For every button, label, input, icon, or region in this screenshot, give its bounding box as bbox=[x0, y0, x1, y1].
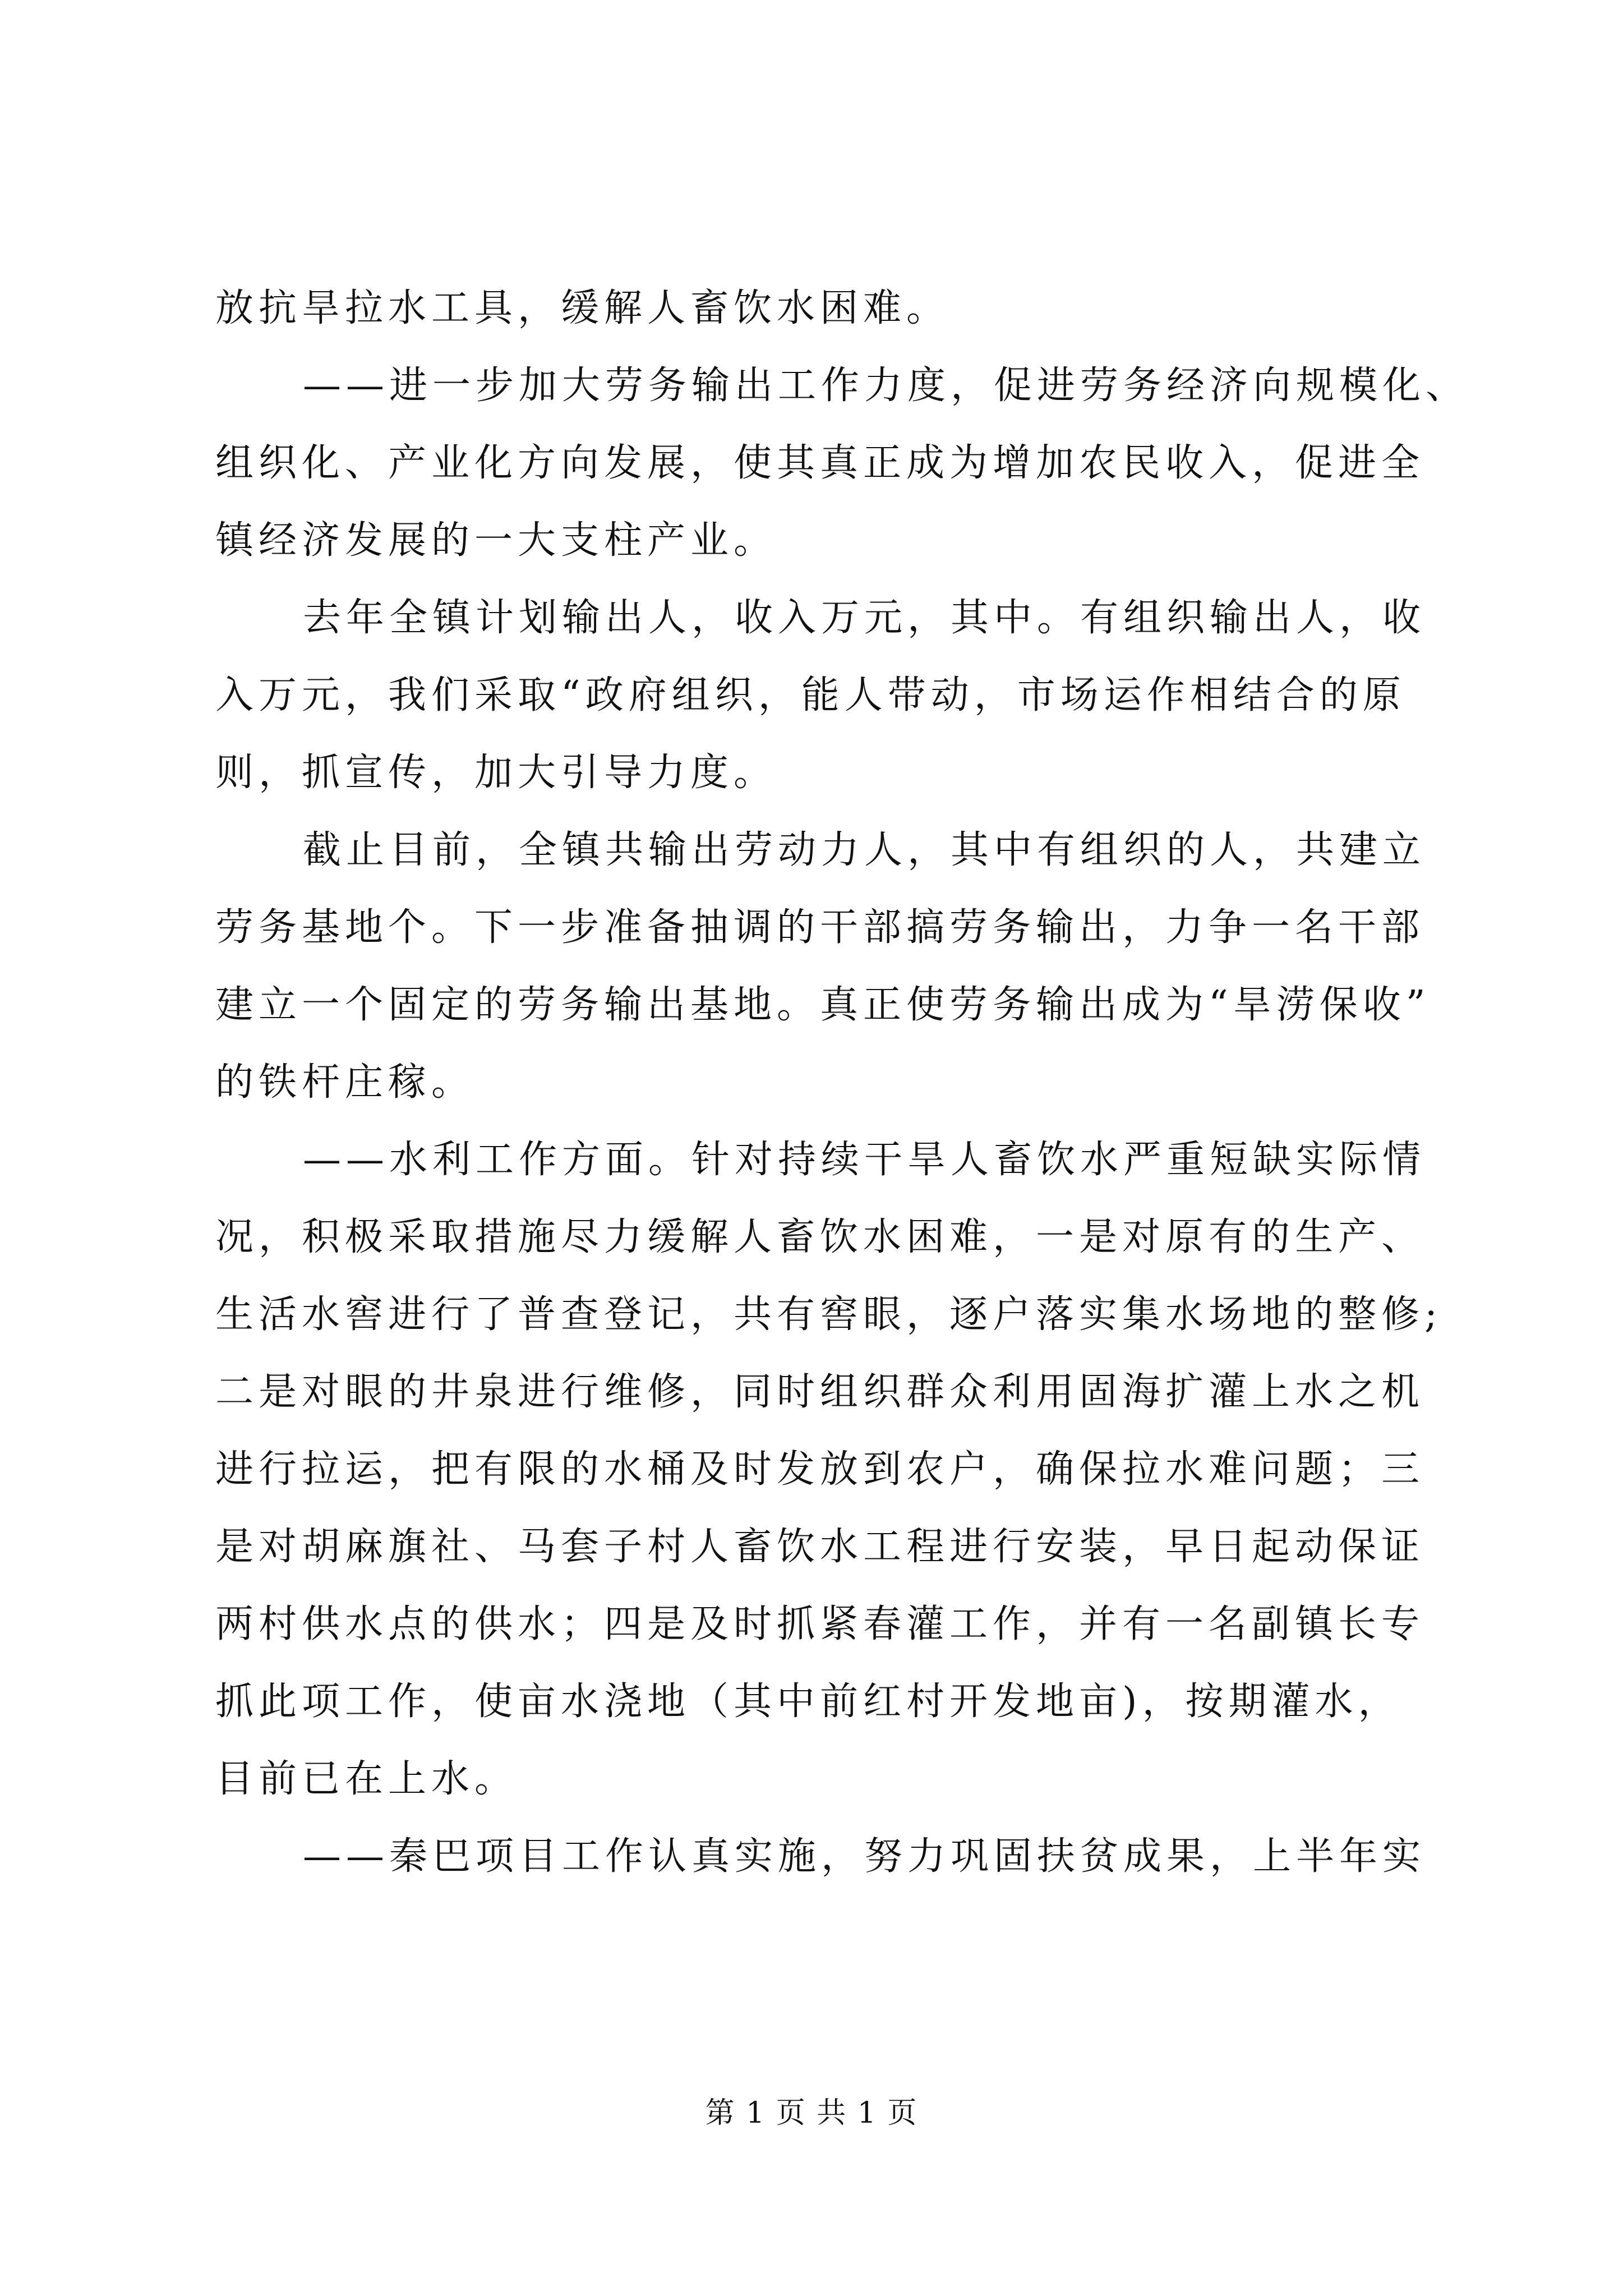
text-line-19: 抓此项工作，使亩水浇地（其中前红村开发地亩)，按期灌水， bbox=[215, 1680, 1401, 1724]
text-line-6: 入万元，我们采取“政府组织，能人带动，市场运作相结合的原 bbox=[215, 673, 1406, 717]
text-line-17: 是对胡麻旗社、马套子村人畜饮水工程进行安装，早日起动保证 bbox=[215, 1525, 1425, 1569]
text-line-16: 进行拉运，把有限的水桶及时发放到农户，确保拉水难问题；三 bbox=[215, 1447, 1425, 1492]
text-line-7: 则，抓宣传，加大引导力度。 bbox=[215, 751, 777, 795]
text-line-11: 的铁杆庄稼。 bbox=[215, 1060, 475, 1105]
text-line-8: 截止目前，全镇共输出劳动力人，其中有组织的人，共建立 bbox=[303, 828, 1426, 872]
text-line-14: 生活水窖进行了普查登记，共有窖眼，逐户落实集水场地的整修; bbox=[215, 1292, 1442, 1337]
text-line-12: ——水利工作方面。针对持续干旱人畜饮水严重短缺实际情 bbox=[303, 1138, 1426, 1182]
text-line-15: 二是对眼的井泉进行维修，同时组织群众利用固海扩灌上水之机 bbox=[215, 1370, 1425, 1414]
text-line-9: 劳务基地个。下一步准备抽调的干部搞劳务输出，力争一名干部 bbox=[215, 905, 1425, 950]
text-line-21: ——秦巴项目工作认真实施，努力巩固扶贫成果，上半年实 bbox=[303, 1834, 1426, 1879]
text-line-4: 镇经济发展的一大支柱产业。 bbox=[215, 518, 777, 563]
page-footer: 第 1 页 共 1 页 bbox=[705, 2096, 918, 2130]
text-line-1: 放抗旱拉水工具，缓解人畜饮水困难。 bbox=[215, 286, 950, 330]
text-line-5: 去年全镇计划输出人，收入万元，其中。有组织输出人，收 bbox=[303, 596, 1426, 640]
text-line-13: 况，积极采取措施尽力缓解人畜饮水困难，一是对原有的生产、 bbox=[215, 1215, 1425, 1259]
text-line-3: 组织化、产业化方向发展，使其真正成为增加农民收入，促进全 bbox=[215, 441, 1425, 485]
text-line-2: ——进一步加大劳务输出工作力度，促进劳务经济向规模化、 bbox=[303, 364, 1469, 408]
text-line-18: 两村供水点的供水；四是及时抓紧春灌工作，并有一名副镇长专 bbox=[215, 1602, 1425, 1646]
text-line-10: 建立一个固定的劳务输出基地。真正使劳务输出成为“旱涝保收” bbox=[215, 983, 1431, 1027]
text-line-20: 目前已在上水。 bbox=[215, 1757, 518, 1801]
